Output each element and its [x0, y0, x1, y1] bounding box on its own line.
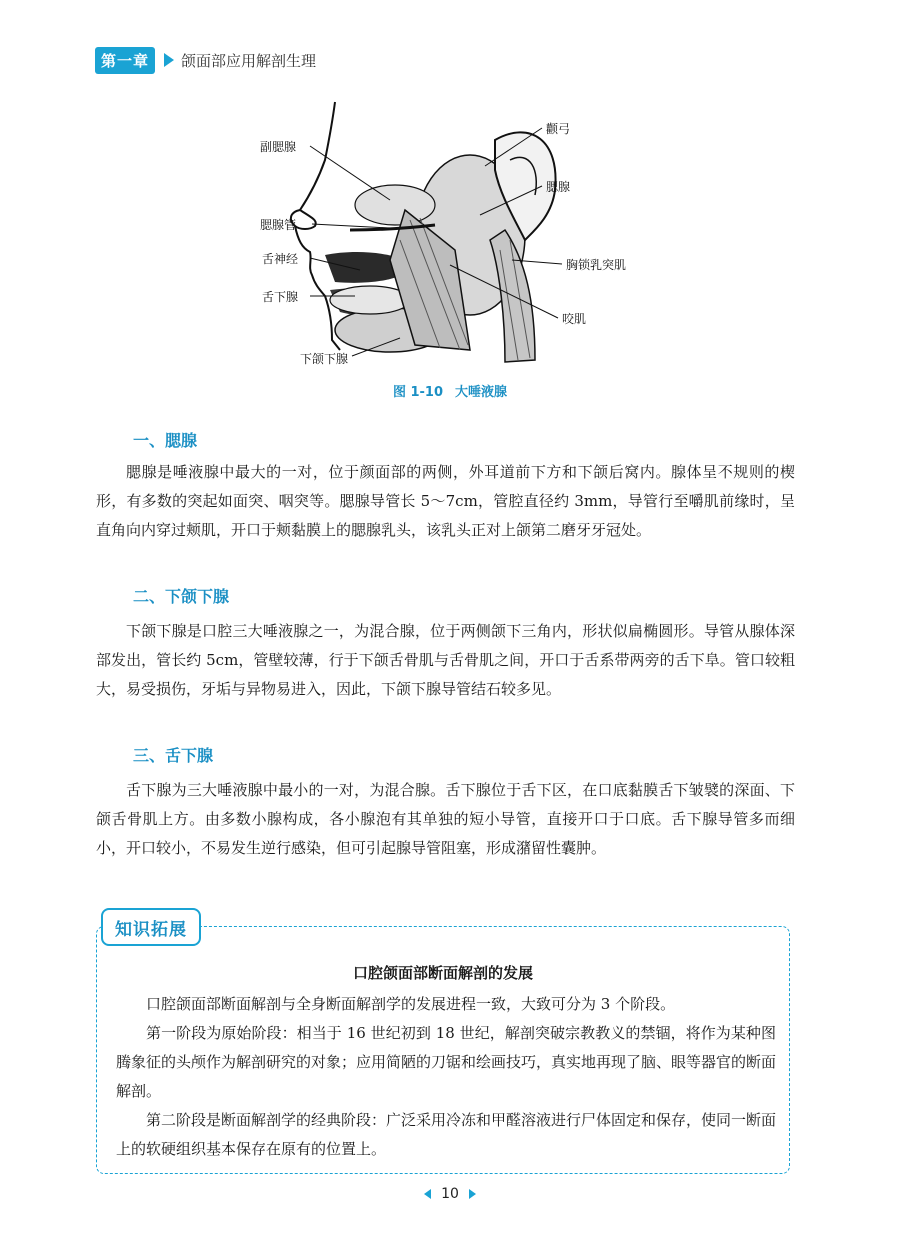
page-number-bar [0, 1186, 900, 1202]
label-masseter: 咬肌 [562, 312, 587, 326]
section-heading-sublingual: 三、舌下腺 [133, 746, 214, 765]
section-heading-parotid: 一、腮腺 [133, 431, 198, 450]
label-parotid-duct: 腮腺管 [260, 218, 297, 232]
knowledge-tag: 知识拓展 [101, 908, 201, 946]
knowledge-title: 口腔颌面部断面解剖的发展 [352, 964, 533, 982]
caption-title: 大唾液腺 [455, 385, 508, 400]
label-zygomatic-arch: 颧弓 [546, 122, 571, 136]
knowledge-paragraph: 第一阶段为原始阶段：相当于 16 世纪初到 18 世纪，解剖突破宗教教义的禁锢，将作为某种图腾象征的头颅作为解剖研究的对象；应用简陋的刀锯和绘画技巧，真实地再现了脑、眼等器官的断面解剖。 [116, 1024, 777, 1100]
label-lingual-nerve: 舌神经 [262, 252, 299, 266]
caption-number: 图 1-10 [392, 385, 444, 400]
section-text-parotid: 腮腺是唾液腺中最大的一对，位于颜面部的两侧，外耳道前下方和下颌后窝内。腺体呈不规则的楔形，有多数的突起如面突、咽突等。腮腺导管长 5～7cm，管腔直径约 3mm，导管行至嚼肌前缘时，呈直角向内穿过颊肌，开口于颊黏膜上的腮腺乳头，该乳头正对上颌第二磨牙牙冠处。 [96, 463, 795, 539]
label-sternocleidomastoid: 胸锁乳突肌 [566, 258, 627, 272]
label-parotid-gland: 腮腺 [546, 180, 571, 194]
play-arrow-icon [164, 53, 174, 67]
section-text-submandibular: 下颌下腺是口腔三大唾液腺之一，为混合腺，位于两侧颌下三角内，形状似扁椭圆形。导管从腺体深部发出，管长约 5cm，管壁较薄，行于下颌舌骨肌与舌骨肌之间，开口于舌系带两旁的舌下阜。管口较粗大，易受损伤，牙垢与异物易进入，因此，下颌下腺导管结石较多见。 [96, 622, 795, 698]
label-accessory-parotid: 副腮腺 [260, 140, 297, 154]
chapter-badge: 第一章 [95, 47, 155, 74]
next-page-icon [469, 1189, 476, 1199]
knowledge-paragraph: 口腔颌面部断面解剖与全身断面解剖学的发展进程一致，大致可分为 3 个阶段。 [146, 995, 676, 1013]
section-heading-submandibular: 二、下颌下腺 [133, 587, 230, 606]
knowledge-paragraph: 第二阶段是断面解剖学的经典阶段：广泛采用冷冻和甲醛溶液进行尸体固定和保存，使同一断面上的软硬组织基本保存在原有的位置上。 [116, 1111, 777, 1158]
label-sublingual-gland: 舌下腺 [262, 290, 299, 304]
label-submandibular-gland: 下颌下腺 [300, 352, 349, 366]
figure-caption [0, 381, 900, 400]
chapter-title: 颌面部应用解剖生理 [181, 51, 317, 70]
salivary-gland-illustration [240, 100, 660, 370]
section-text-sublingual: 舌下腺为三大唾液腺中最小的一对，为混合腺。舌下腺位于舌下区，在口底黏膜舌下皱襞的深面、下颌舌骨肌上方。由多数小腺构成，各小腺泡有其单独的短小导管，直接开口于口底。舌下腺导管多而细小，开口较小，不易发生逆行感染，但可引起腺导管阻塞，形成潴留性囊肿。 [96, 781, 795, 857]
anatomy-figure [240, 100, 660, 370]
page-number: 10 [441, 1186, 459, 1202]
prev-page-icon [424, 1189, 431, 1199]
page-header [95, 47, 316, 73]
